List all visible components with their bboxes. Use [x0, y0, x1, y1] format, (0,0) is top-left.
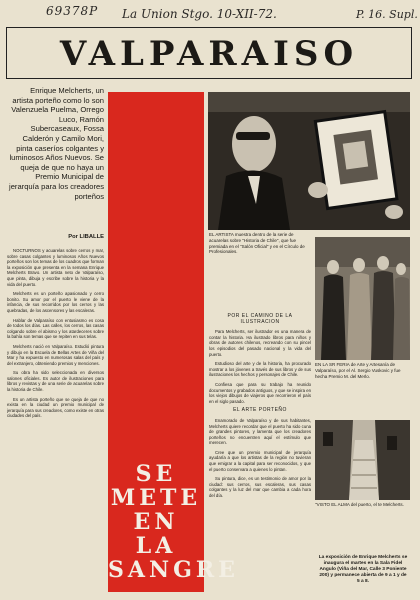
headline-line: METE — [110, 485, 202, 511]
headline-line: SANGRE — [108, 557, 239, 583]
street-photo-caption: "VISTO EL ALMA del puerto, el te Melcherts. — [315, 502, 404, 507]
artist-photo-image — [208, 92, 410, 230]
headline-line: SE — [135, 461, 177, 487]
article-body-left — [7, 248, 104, 593]
exhibition-photo — [315, 237, 410, 360]
body-text-block: Estudioso del arte y de la historia, ha procurado mostrar a los jóvenes a través de sus libros y de sus ilustraciones los hechos y personajes de Chile. — [209, 361, 311, 378]
body-text-block: Melcherts es un porteño apasionado y cerro bonito. Su amor por el puerto le viene de la infancia, de sus recorridos por los cerros y las quebradas, de los ascensores y las escaleras. — [7, 291, 104, 313]
exhibition-photo-image — [315, 237, 410, 360]
headline-line: LA — [135, 533, 177, 559]
body-text-block: NOCTURNOS y acuarelas sobre cerros y mar, sobre casas colgantes y luminosos Años Nuevos porteños son los temas de los cuadros que forman la exposición que presenta en la semana Enrique Melcherts Bravo. Un artista neto de Valparaíso, que pinta, dibuja y escribe sobre la historia y la vida del puerto. — [7, 248, 104, 287]
body-text-block: Su obra ha sido seleccionada en diversos salones oficiales. Es autor de ilustraciones para libros y revistas y de una serie de acuarelas sobre la historia de Chile. — [7, 370, 104, 393]
handwritten-source-note: La Union Stgo. 10-XII-72. — [122, 7, 277, 21]
feature-headline — [108, 461, 239, 583]
street-photo-image — [315, 420, 410, 500]
body-text-block: Cree que un premio municipal de jerarquía ayudaría a que los artistas de la región no tuvieran que emigrar a la capital para ser reconocidos, y que el puerto conservara a quienes lo pintan. — [209, 449, 311, 472]
headline-line: EN — [133, 509, 179, 535]
page-title: VALPARAISO — [59, 34, 359, 74]
exhibition-notice: La exposición de Enrique Melcherts se inaugura el martes en la Sala Fidel Angulo (Viña del Mar, Calle 3 Poniente 200) y permanece abierta de 9 a 1 y de 5 a 8. — [318, 555, 408, 584]
body-text-block: Enamorado de Valparaíso y de sus habitantes, Melcherts quiere recordar que el puerto ha sido cuna de grandes pintores, y lamenta que los creadores porteños no encuentren aquí el estímulo que merecen. — [209, 417, 311, 446]
section-subhead: EL ARTE PORTEÑO — [233, 407, 287, 414]
article-intro: Enrique Melcherts, un artista porteño como lo son Valenzuela Puelma, Orrego Luco, Ramón Subercaseaux, Fossa Calderón y Camilo Mori, pinta caseríos colgantes y luminosos Años Nuevos. Se queja de que no haya un Premio Municipal de jerarquía para los creadores porteños — [9, 86, 104, 201]
byline: Por LIBALLE — [68, 234, 104, 240]
street-photo — [315, 420, 410, 500]
handwritten-catalog-id: 69378P — [46, 4, 99, 18]
red-feature-band — [108, 92, 239, 592]
body-text-block: Para Melcherts, ser ilustrador es una manera de contar la historia. Ha ilustrado libros para niños y obras de autores chilenos, recreando con su pincel los episodios del pasado nacional y la vida del puerto. — [209, 329, 311, 357]
body-text-block: Hablar de Valparaíso con entusiasmo es cosa de todos los días. Las calles, los cerros, las casas colgando sobre el abismo y los atardeceres sobre la bahía son temas que se repiten en sus telas. — [7, 317, 104, 340]
artist-photo — [208, 92, 410, 230]
masthead — [6, 27, 412, 79]
section-subhead: POR EL CAMINO DE LA ILUSTRACION — [227, 313, 293, 325]
artist-photo-caption: EL ARTISTA muestra dentro de la serie de acuarelas sobre "Historia de Chile", que fue premiada en el "Salón Oficial" y en el Círculo de Profesionales. — [209, 232, 305, 255]
body-text-block: Su pintura, dice, es un testimonio de amor por la ciudad: sus cerros, sus escaleras, sus casas colgantes y la luz del mar que cambia a cada hora del día. — [209, 476, 311, 499]
body-text-block: Es un artista porteño que se queja de que no exista en la ciudad un premio municipal de jerarquía para sus creadores, como existe en otras ciudades del país. — [7, 396, 104, 419]
article-body-middle — [209, 312, 311, 597]
exhibition-photo-caption: EN LA SR FERIA de Arte y Artesanía de Valparaíso, por el Al. Sergio Vuskovic y fue hecha Premio M. del Merlo. — [315, 362, 401, 379]
handwritten-page-note: P. 16. Supl. — [356, 8, 418, 21]
body-text-block: Confiesa que para su trabajo ha reunido documentos y grabados antiguos, y que se inspira en los viejos dibujos de viajeros que recorrieron el país en el siglo pasado. — [209, 381, 311, 404]
body-text-block: Melcherts nació en Valparaíso. Estudió pintura y dibujo en la Escuela de Bellas Artes de Viña del Mar y ha expuesto en numerosas salas del país y del extranjero, obteniendo premios y menciones. — [7, 343, 104, 366]
